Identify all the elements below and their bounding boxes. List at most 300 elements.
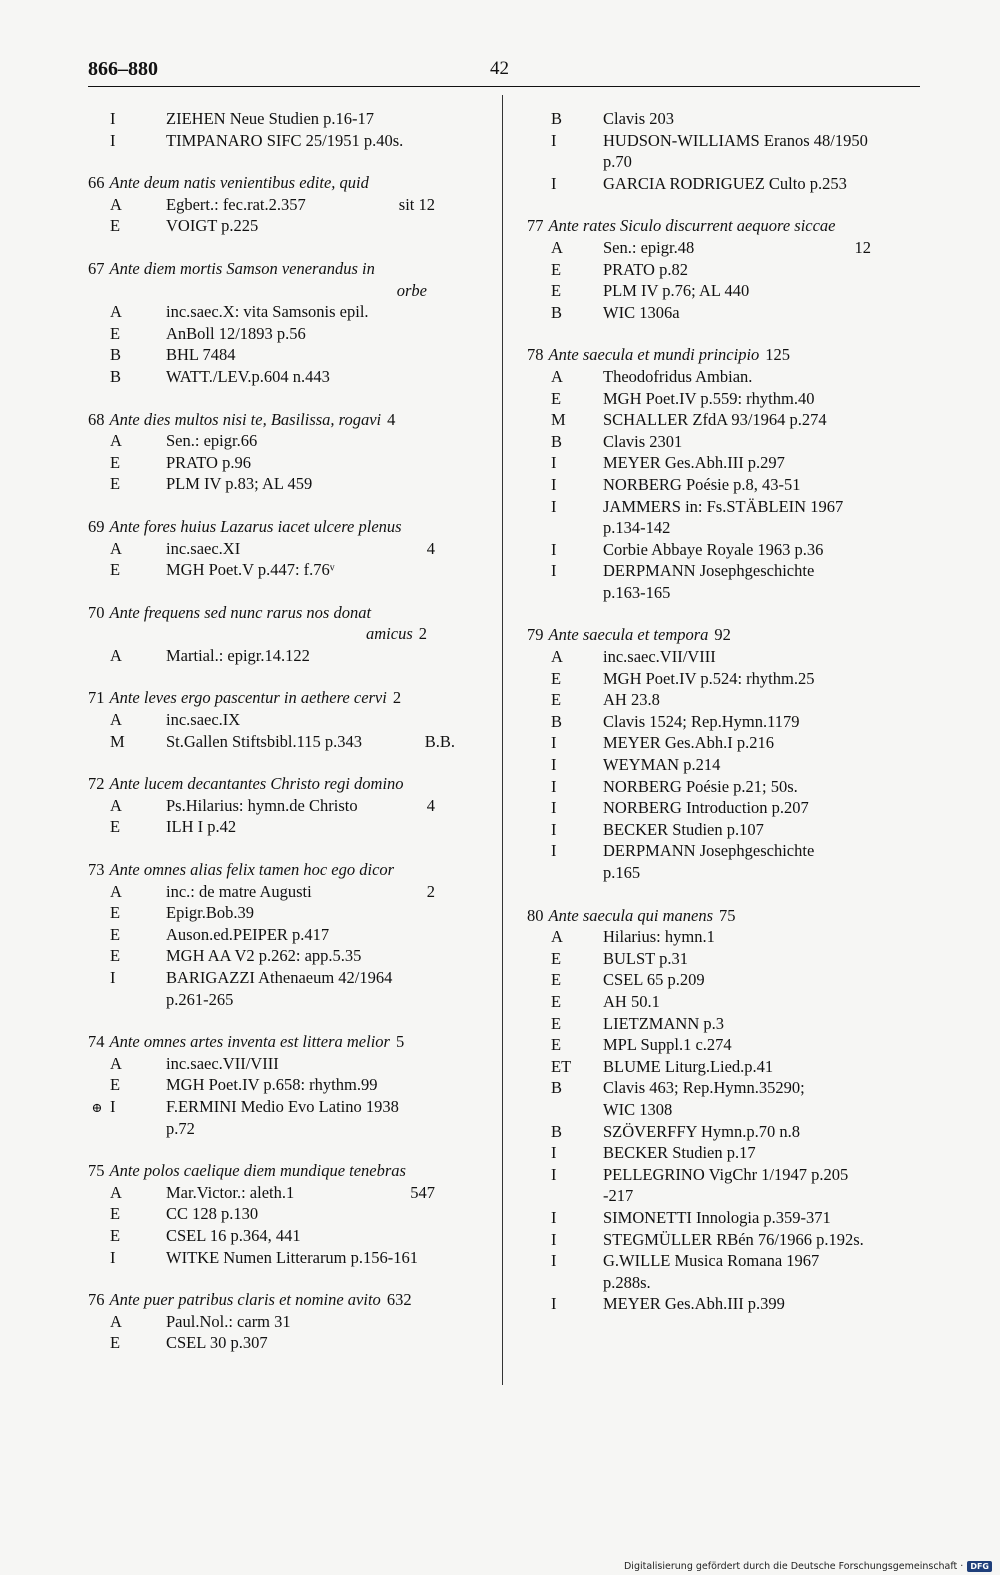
reference-code: I	[551, 1251, 557, 1271]
reference-code: I	[110, 1096, 116, 1116]
reference-line	[527, 1034, 919, 1056]
reference-text: MGH Poet.V p.447: f.76ᵛ	[166, 560, 335, 580]
index-entry	[88, 108, 483, 151]
index-entry	[527, 905, 919, 1315]
entry-headline	[88, 516, 483, 538]
reference-line	[88, 366, 483, 388]
reference-text: WEYMAN p.214	[603, 755, 721, 775]
entry-headline	[527, 344, 919, 366]
reference-code: E	[551, 991, 562, 1011]
reference-code: E	[110, 323, 121, 343]
reference-code: I	[551, 539, 557, 559]
entry-incipit: Ante omnes alias felix tamen hoc ego dicor	[109, 860, 395, 880]
entry-meter: 125	[765, 345, 791, 365]
reference-line	[88, 967, 483, 989]
reference-code: E	[110, 1225, 121, 1245]
reference-meter: sit 12	[398, 194, 435, 214]
entry-incipit: Ante polos caelique diem mundique tenebras	[109, 1161, 406, 1181]
reference-text: ZIEHEN Neue Studien p.16-17	[166, 109, 375, 128]
reference-text: PELLEGRINO VigChr 1/1947 p.205	[603, 1164, 849, 1184]
page-number: 42	[490, 58, 509, 79]
reference-continuation: p.134-142	[603, 518, 671, 538]
reference-code: B	[110, 345, 122, 365]
reference-line	[88, 1182, 483, 1204]
reference-code: B	[551, 711, 563, 731]
reference-code: A	[551, 366, 563, 386]
reference-text: AH 23.8	[603, 690, 660, 710]
reference-text: SCHALLER ZfdA 93/1964 p.274	[603, 410, 827, 430]
reference-code: B	[551, 302, 563, 322]
reference-line	[527, 1250, 919, 1272]
reference-line	[527, 776, 919, 798]
reference-code: I	[551, 798, 557, 818]
entry-number: 70	[88, 602, 105, 622]
reference-code: I	[551, 819, 557, 839]
reference-line	[527, 926, 919, 948]
index-entry	[88, 1289, 483, 1354]
index-entry	[88, 859, 483, 1010]
reference-code: I	[551, 1294, 557, 1314]
reference-text: VOIGT p.225	[166, 216, 259, 236]
entry-meter: 92	[714, 625, 731, 645]
reference-code: A	[110, 302, 122, 322]
reference-text: PLM IV p.76; AL 440	[603, 281, 750, 301]
reference-text: WIC 1306a	[603, 302, 680, 322]
entry-headline	[527, 624, 919, 646]
reference-text: Theodofridus Ambian.	[603, 366, 753, 386]
reference-line	[527, 388, 919, 410]
header-rule	[88, 86, 920, 87]
reference-code: M	[110, 731, 125, 751]
reference-text: LIETZMANN p.3	[603, 1013, 724, 1033]
reference-line	[527, 991, 919, 1013]
reference-text: F.ERMINI Medio Evo Latino 1938	[166, 1096, 399, 1116]
reference-text: Epigr.Bob.39	[166, 903, 255, 923]
reference-text: inc.saec.X: vita Samsonis epil.	[166, 302, 369, 322]
entry-incipit: Ante saecula qui manens	[548, 905, 714, 925]
index-entry	[527, 215, 919, 323]
entry-headline	[527, 905, 919, 927]
reference-line	[527, 539, 919, 561]
reference-code: E	[110, 1204, 121, 1224]
reference-text: G.WILLE Musica Romana 1967	[603, 1251, 820, 1271]
entry-incipit: Ante deum natis venientibus edite, quid	[109, 173, 369, 193]
reference-text: Hilarius: hymn.1	[603, 927, 715, 947]
reference-line	[88, 816, 483, 838]
entry-headline	[527, 215, 919, 237]
reference-code: I	[110, 130, 116, 150]
reference-meter: 2	[426, 881, 435, 901]
index-entry	[88, 602, 483, 667]
entry-number: 74	[88, 1032, 105, 1052]
reference-code: E	[110, 1333, 121, 1353]
reference-line	[88, 1074, 483, 1096]
reference-text: Clavis 2301	[603, 431, 683, 451]
reference-code: A	[110, 538, 122, 558]
reference-code: E	[551, 948, 562, 968]
reference-text: JAMMERS in: Fs.STÄBLEIN 1967	[603, 496, 844, 516]
reference-line	[527, 948, 919, 970]
reference-code: E	[551, 259, 562, 279]
reference-line	[88, 430, 483, 452]
reference-line	[527, 1207, 919, 1229]
reference-code: I	[551, 453, 557, 473]
entry-incipit: Ante diem mortis Samson venerandus in	[109, 258, 375, 278]
reference-code: B	[551, 431, 563, 451]
reference-code: I	[551, 755, 557, 775]
reference-code: E	[551, 1035, 562, 1055]
entry-incipit-continuation	[88, 280, 483, 302]
entry-number: 76	[88, 1290, 105, 1310]
reference-line	[88, 1096, 483, 1118]
index-entry	[88, 516, 483, 581]
reference-line	[527, 431, 919, 453]
reference-text: Ps.Hilarius: hymn.de Christo	[166, 795, 358, 815]
reference-line	[88, 902, 483, 924]
reference-line	[88, 795, 483, 817]
reference-text: BULST p.31	[603, 948, 688, 968]
reference-line	[88, 215, 483, 237]
reference-meter: 4	[426, 538, 435, 558]
reference-line	[527, 496, 919, 518]
reference-code: I	[551, 496, 557, 516]
reference-code: E	[110, 474, 121, 494]
reference-text: Egbert.: fec.rat.2.357	[166, 194, 306, 214]
reference-text: HUDSON-WILLIAMS Eranos 48/1950	[603, 130, 868, 150]
reference-line	[527, 797, 919, 819]
reference-line	[527, 302, 919, 324]
reference-line	[527, 1293, 919, 1315]
footer-credit	[624, 1561, 992, 1572]
reference-line	[88, 130, 483, 152]
entry-headline	[88, 687, 483, 709]
incipit-continuation-text: orbe	[396, 280, 427, 300]
reference-line	[527, 1121, 919, 1143]
entry-number: 72	[88, 774, 105, 794]
reference-code: A	[110, 1182, 122, 1202]
entry-number: 66	[88, 173, 105, 193]
reference-continuation: p.165	[603, 863, 641, 882]
reference-line	[88, 473, 483, 495]
reference-text: CSEL 30 p.307	[166, 1333, 268, 1353]
reference-text: BHL 7484	[166, 345, 236, 365]
entry-headline	[88, 172, 483, 194]
reference-text: MGH Poet.IV p.524: rhythm.25	[603, 668, 815, 688]
reference-line	[527, 840, 919, 862]
reference-line	[88, 924, 483, 946]
index-entry	[527, 624, 919, 883]
reference-line	[88, 1053, 483, 1075]
reference-text: inc.saec.VII/VIII	[166, 1053, 279, 1073]
reference-code: E	[110, 946, 121, 966]
reference-code: B	[551, 1078, 563, 1098]
right-column	[527, 108, 919, 1336]
reference-text: Mar.Victor.: aleth.1	[166, 1182, 295, 1202]
reference-code: M	[551, 410, 566, 430]
reference-text: CC 128 p.130	[166, 1204, 259, 1224]
reference-code: A	[110, 1053, 122, 1073]
entry-headline	[88, 1031, 483, 1053]
reference-code: I	[551, 1229, 557, 1249]
reference-line	[527, 280, 919, 302]
reference-line	[88, 645, 483, 667]
reference-line	[88, 344, 483, 366]
index-entry	[527, 344, 919, 603]
entry-number: 73	[88, 860, 105, 880]
reference-line	[88, 1247, 483, 1269]
reference-text: BECKER Studien p.17	[603, 1143, 756, 1163]
reference-continuation: p.72	[166, 1118, 195, 1138]
index-entry	[88, 773, 483, 838]
reference-note: B.B.	[424, 731, 455, 751]
reference-text: STEGMÜLLER RBén 76/1966 p.192s.	[603, 1229, 864, 1249]
reference-code: I	[551, 841, 557, 861]
reference-line	[527, 668, 919, 690]
reference-text: PRATO p.82	[603, 259, 688, 279]
entry-incipit: Ante omnes artes inventa est littera melior	[109, 1032, 390, 1052]
reference-line	[527, 259, 919, 281]
reference-line	[527, 754, 919, 776]
reference-line	[88, 945, 483, 967]
reference-text: PLM IV p.83; AL 459	[166, 474, 313, 494]
reference-line	[527, 173, 919, 195]
reference-line	[527, 646, 919, 668]
reference-code: I	[551, 733, 557, 753]
reference-line	[88, 323, 483, 345]
reference-line	[88, 1332, 483, 1354]
reference-text: MEYER Ges.Abh.I p.216	[603, 733, 774, 753]
reference-code: I	[551, 173, 557, 193]
reference-code: A	[110, 1311, 122, 1331]
reference-text: GARCIA RODRIGUEZ Culto p.253	[603, 173, 847, 193]
footer-text: Digitalisierung gefördert durch die Deutsche Forschungsgemeinschaft ·	[623, 1561, 964, 1572]
reference-line	[527, 366, 919, 388]
marker-symbol: ⊕	[91, 1099, 103, 1115]
entry-meter: 75	[719, 905, 736, 925]
reference-continuation: WIC 1308	[603, 1099, 673, 1119]
reference-text: MGH Poet.IV p.559: rhythm.40	[603, 388, 815, 408]
reference-line	[527, 732, 919, 754]
reference-text: MEYER Ges.Abh.III p.297	[603, 453, 785, 473]
reference-line	[88, 1203, 483, 1225]
reference-text: AnBoll 12/1893 p.56	[166, 323, 306, 343]
index-entry	[88, 409, 483, 495]
reference-line	[527, 108, 919, 130]
reference-line	[88, 1225, 483, 1247]
reference-text: NORBERG Poésie p.8, 43-51	[603, 474, 801, 494]
reference-continuation: p.163-165	[603, 582, 671, 602]
reference-line	[527, 689, 919, 711]
reference-code: E	[110, 1075, 121, 1095]
entry-incipit: Ante frequens sed nunc rarus nos donat	[109, 602, 372, 622]
entry-incipit: Ante lucem decantantes Christo regi domino	[109, 774, 404, 794]
reference-code: E	[551, 690, 562, 710]
reference-code: I	[551, 1143, 557, 1163]
reference-code: A	[551, 927, 563, 947]
reference-meter: 12	[854, 237, 871, 257]
reference-text: St.Gallen Stiftsbibl.115 p.343	[166, 731, 363, 751]
reference-line	[527, 1056, 919, 1078]
reference-text: SZÖVERFFY Hymn.p.70 n.8	[603, 1121, 800, 1141]
reference-code: B	[110, 366, 122, 386]
reference-text: NORBERG Poésie p.21; 50s.	[603, 776, 798, 796]
reference-text: Martial.: epigr.14.122	[166, 645, 310, 665]
reference-line	[527, 409, 919, 431]
entry-incipit: Ante saecula et mundi principio	[548, 345, 760, 365]
entry-incipit: Ante saecula et tempora	[548, 625, 709, 645]
reference-code: A	[551, 237, 563, 257]
reference-text: CSEL 65 p.209	[603, 970, 705, 990]
entry-range: 866–880	[88, 58, 158, 80]
reference-line	[527, 819, 919, 841]
reference-text: Clavis 463; Rep.Hymn.35290;	[603, 1078, 805, 1098]
reference-text: MPL Suppl.1 c.274	[603, 1035, 732, 1055]
reference-code: I	[551, 474, 557, 494]
incipit-continuation-text: amicus	[366, 624, 413, 644]
reference-text: DERPMANN Josephgeschichte	[603, 561, 815, 581]
reference-text: Corbie Abbaye Royale 1963 p.36	[603, 539, 824, 559]
reference-line	[527, 560, 919, 582]
entry-incipit: Ante rates Siculo discurrent aequore siccae	[548, 216, 836, 236]
reference-code: E	[110, 452, 121, 472]
reference-line	[88, 559, 483, 581]
entry-headline	[88, 773, 483, 795]
reference-line	[88, 108, 483, 130]
entry-headline	[88, 1289, 483, 1311]
reference-line	[527, 237, 919, 259]
reference-text: AH 50.1	[603, 991, 660, 1011]
reference-code: E	[551, 1013, 562, 1033]
index-entry	[88, 1031, 483, 1139]
entry-number: 67	[88, 258, 105, 278]
reference-line	[527, 1164, 919, 1186]
reference-line	[88, 731, 483, 753]
reference-code: E	[110, 817, 121, 837]
reference-text: Clavis 1524; Rep.Hymn.1179	[603, 711, 800, 731]
reference-text: WITKE Numen Litterarum p.156-161	[166, 1247, 419, 1267]
index-entry	[88, 258, 483, 388]
entry-meter: 4	[387, 409, 396, 429]
reference-text: PRATO p.96	[166, 452, 251, 472]
reference-text: TIMPANARO SIFC 25/1951 p.40s.	[166, 130, 404, 150]
reference-line	[88, 452, 483, 474]
entry-incipit: Ante dies multos nisi te, Basilissa, rogavi	[109, 409, 382, 429]
reference-code: I	[551, 1164, 557, 1184]
reference-line	[88, 1311, 483, 1333]
reference-text: WATT./LEV.p.604 n.443	[166, 366, 330, 386]
reference-code: E	[551, 668, 562, 688]
reference-line	[527, 711, 919, 733]
reference-text: Auson.ed.PEIPER p.417	[166, 924, 330, 944]
entry-headline	[88, 409, 483, 431]
entry-incipit-continuation	[88, 623, 483, 645]
reference-text: Paul.Nol.: carm 31	[166, 1311, 291, 1331]
reference-meter: 547	[410, 1182, 435, 1202]
reference-code: I	[110, 968, 116, 987]
reference-line	[527, 1142, 919, 1164]
reference-meter: 4	[426, 795, 435, 815]
reference-code: I	[551, 561, 557, 581]
entry-number: 77	[527, 216, 544, 236]
entry-headline	[88, 859, 483, 881]
entry-headline	[88, 1160, 483, 1182]
column-divider	[502, 95, 503, 1385]
reference-code: E	[551, 281, 562, 301]
reference-line	[527, 130, 919, 152]
reference-line	[527, 1229, 919, 1251]
reference-code: I	[551, 1207, 557, 1227]
index-entry	[527, 108, 919, 194]
reference-text: SIMONETTI Innologia p.359-371	[603, 1207, 831, 1227]
reference-line	[88, 194, 483, 216]
reference-code: A	[110, 881, 122, 901]
reference-code: I	[551, 776, 557, 796]
reference-code: A	[110, 710, 122, 730]
reference-line	[527, 452, 919, 474]
reference-code: I	[551, 130, 557, 150]
index-entry	[88, 1160, 483, 1268]
reference-line	[88, 301, 483, 323]
reference-code: E	[551, 388, 562, 408]
reference-code: ET	[551, 1056, 572, 1076]
reference-text: MEYER Ges.Abh.III p.399	[603, 1294, 785, 1314]
reference-code: E	[110, 903, 121, 923]
index-entry	[88, 172, 483, 237]
entry-meter: 2	[418, 624, 427, 644]
entry-incipit: Ante puer patribus claris et nomine avito	[109, 1290, 381, 1310]
reference-code: E	[551, 970, 562, 990]
reference-text: Sen.: epigr.48	[603, 237, 695, 257]
reference-code: B	[551, 109, 563, 128]
entry-number: 78	[527, 345, 544, 365]
reference-text: inc.saec.XI	[166, 538, 241, 558]
entry-number: 71	[88, 688, 105, 708]
index-entry	[88, 687, 483, 752]
reference-text: BARIGAZZI Athenaeum 42/1964	[166, 968, 393, 987]
reference-text: DERPMANN Josephgeschichte	[603, 841, 815, 861]
reference-text: inc.: de matre Augusti	[166, 881, 312, 901]
reference-continuation: p.288s.	[603, 1272, 651, 1292]
reference-code: A	[110, 645, 122, 665]
entry-number: 79	[527, 625, 544, 645]
entry-number: 69	[88, 516, 105, 536]
reference-code: A	[110, 194, 122, 214]
entry-incipit: Ante leves ergo pascentur in aethere cervi	[109, 688, 387, 708]
reference-text: CSEL 16 p.364, 441	[166, 1225, 301, 1245]
reference-continuation: p.261-265	[166, 989, 234, 1009]
reference-text: MGH AA V2 p.262: app.5.35	[166, 946, 362, 966]
reference-code: E	[110, 924, 121, 944]
reference-line	[527, 474, 919, 496]
reference-text: Clavis 203	[603, 109, 675, 128]
reference-continuation: p.70	[603, 152, 632, 172]
left-column	[88, 108, 483, 1375]
entry-meter: 2	[392, 688, 402, 708]
reference-code: A	[110, 431, 122, 451]
reference-code: I	[110, 109, 116, 128]
page-header	[88, 55, 920, 89]
reference-line	[88, 881, 483, 903]
reference-text: BLUME Liturg.Lied.p.41	[603, 1056, 774, 1076]
reference-text: Sen.: epigr.66	[166, 431, 258, 451]
reference-code: E	[110, 560, 121, 580]
reference-code: I	[110, 1247, 116, 1267]
entry-meter: 632	[386, 1290, 412, 1310]
dfg-logo: DFG	[967, 1561, 992, 1572]
reference-text: NORBERG Introduction p.207	[603, 798, 809, 818]
entry-number: 80	[527, 905, 544, 925]
reference-text: MGH Poet.IV p.658: rhythm.99	[166, 1075, 378, 1095]
